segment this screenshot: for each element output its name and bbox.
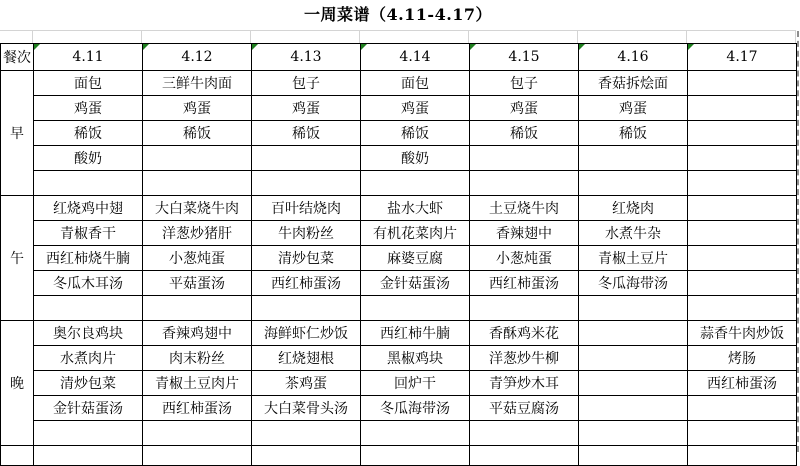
menu-cell[interactable]: 冬瓜海带汤: [579, 271, 688, 296]
empty-cell[interactable]: [360, 31, 469, 43]
spacer-gridline-row: [0, 30, 796, 43]
menu-cell[interactable]: 大白菜骨头汤: [252, 396, 361, 421]
menu-cell[interactable]: [688, 96, 797, 121]
menu-cell[interactable]: 水煮牛杂: [579, 221, 688, 246]
menu-cell[interactable]: [688, 71, 797, 96]
meal-label-cell[interactable]: 早: [1, 71, 34, 196]
menu-row: [1, 321, 797, 346]
menu-cell[interactable]: 金针菇蛋汤: [34, 396, 143, 421]
menu-cell[interactable]: 青椒土豆肉片: [143, 371, 252, 396]
menu-cell[interactable]: 有机花菜肉片: [361, 221, 470, 246]
menu-cell[interactable]: 稀饭: [470, 121, 579, 146]
menu-cell[interactable]: [34, 171, 143, 196]
menu-row: [1, 421, 797, 446]
menu-cell[interactable]: [579, 146, 688, 171]
menu-row: [1, 196, 797, 221]
menu-cell[interactable]: [688, 296, 797, 321]
menu-cell[interactable]: 冬瓜木耳汤: [34, 271, 143, 296]
partial-row: [1, 446, 797, 466]
menu-cell[interactable]: [252, 296, 361, 321]
empty-cell[interactable]: [0, 31, 33, 43]
menu-cell[interactable]: 三鲜牛肉面: [143, 71, 252, 96]
empty-cell[interactable]: [469, 31, 578, 43]
menu-cell[interactable]: 西红柿蛋汤: [143, 396, 252, 421]
menu-cell[interactable]: [688, 421, 797, 446]
day-header-cell[interactable]: 4.15: [470, 44, 579, 71]
menu-cell[interactable]: [688, 446, 797, 466]
meal-label-cell[interactable]: 晚: [1, 321, 34, 446]
menu-cell[interactable]: [579, 446, 688, 466]
menu-cell[interactable]: 肉末粉丝: [143, 346, 252, 371]
menu-cell[interactable]: [579, 346, 688, 371]
menu-cell[interactable]: 红烧鸡中翅: [34, 196, 143, 221]
table-header: [1, 44, 797, 71]
menu-row: [1, 371, 797, 396]
menu-cell[interactable]: 盐水大虾: [361, 196, 470, 221]
menu-cell[interactable]: [579, 421, 688, 446]
menu-cell[interactable]: 平菇豆腐汤: [470, 396, 579, 421]
menu-cell[interactable]: [470, 171, 579, 196]
menu-cell[interactable]: 面包: [34, 71, 143, 96]
menu-cell[interactable]: [252, 146, 361, 171]
menu-cell[interactable]: [361, 296, 470, 321]
menu-cell[interactable]: 西红柿蛋汤: [688, 371, 797, 396]
day-header-cell[interactable]: 4.13: [252, 44, 361, 71]
menu-row: [1, 121, 797, 146]
error-indicator-icon: [34, 44, 40, 50]
menu-cell[interactable]: [470, 421, 579, 446]
menu-cell[interactable]: 烤肠: [688, 346, 797, 371]
day-header-cell[interactable]: 4.12: [143, 44, 252, 71]
menu-cell[interactable]: [252, 171, 361, 196]
menu-cell[interactable]: [143, 446, 252, 466]
menu-cell[interactable]: 西红柿牛腩: [361, 321, 470, 346]
menu-row: [1, 96, 797, 121]
menu-cell[interactable]: 稀饭: [252, 121, 361, 146]
menu-cell[interactable]: 香辣翅中: [470, 221, 579, 246]
menu-cell[interactable]: 鸡蛋: [579, 96, 688, 121]
menu-cell[interactable]: 红烧肉: [579, 196, 688, 221]
menu-cell[interactable]: 稀饭: [34, 121, 143, 146]
menu-cell[interactable]: [579, 321, 688, 346]
menu-cell[interactable]: [470, 296, 579, 321]
menu-cell[interactable]: [34, 421, 143, 446]
menu-cell[interactable]: 稀饭: [579, 121, 688, 146]
menu-cell[interactable]: [579, 371, 688, 396]
page-break-indicator: [797, 31, 799, 452]
weekly-menu-table: [0, 43, 797, 466]
menu-cell[interactable]: 金针菇蛋汤: [361, 271, 470, 296]
menu-cell[interactable]: 酸奶: [361, 146, 470, 171]
corner-header-cell[interactable]: 餐次: [1, 44, 34, 71]
menu-cell[interactable]: 面包: [361, 71, 470, 96]
menu-cell[interactable]: 酸奶: [34, 146, 143, 171]
menu-row: [1, 146, 797, 171]
error-indicator-icon: [361, 44, 367, 50]
menu-cell[interactable]: 香酥鸡米花: [470, 321, 579, 346]
menu-cell[interactable]: [688, 196, 797, 221]
menu-cell[interactable]: 稀饭: [143, 121, 252, 146]
day-header-cell[interactable]: 4.16: [579, 44, 688, 71]
menu-cell[interactable]: 土豆烧牛肉: [470, 196, 579, 221]
page-title: 一周菜谱（4.11-4.17）: [303, 5, 493, 24]
menu-cell[interactable]: 大白菜烧牛肉: [143, 196, 252, 221]
menu-cell[interactable]: 牛肉粉丝: [252, 221, 361, 246]
menu-cell[interactable]: 香菇拆烩面: [579, 71, 688, 96]
menu-cell[interactable]: 清炒包菜: [252, 246, 361, 271]
day-header-cell[interactable]: 4.14: [361, 44, 470, 71]
menu-cell[interactable]: [252, 446, 361, 466]
menu-cell[interactable]: [361, 446, 470, 466]
menu-cell[interactable]: 海鲜虾仁炒饭: [252, 321, 361, 346]
empty-cell[interactable]: [33, 31, 142, 43]
empty-cell[interactable]: [578, 31, 687, 43]
menu-cell[interactable]: [34, 446, 143, 466]
menu-cell[interactable]: [252, 421, 361, 446]
menu-row: [1, 296, 797, 321]
menu-cell[interactable]: 回炉干: [361, 371, 470, 396]
menu-cell[interactable]: [34, 296, 143, 321]
menu-cell[interactable]: [579, 171, 688, 196]
day-header-cell[interactable]: 4.17: [688, 44, 797, 71]
menu-cell[interactable]: 平菇蛋汤: [143, 271, 252, 296]
menu-cell[interactable]: 包子: [252, 71, 361, 96]
menu-cell[interactable]: 西红柿烧牛腩: [34, 246, 143, 271]
menu-cell[interactable]: [688, 121, 797, 146]
menu-cell[interactable]: [688, 146, 797, 171]
error-indicator-icon: [688, 44, 694, 50]
menu-cell[interactable]: [361, 171, 470, 196]
menu-cell[interactable]: 洋葱炒牛柳: [470, 346, 579, 371]
menu-cell[interactable]: 西红柿蛋汤: [470, 271, 579, 296]
menu-row: [1, 221, 797, 246]
menu-cell[interactable]: [470, 146, 579, 171]
menu-cell[interactable]: 清炒包菜: [34, 371, 143, 396]
meal-label-cell[interactable]: [1, 446, 34, 466]
menu-cell[interactable]: 水煮肉片: [34, 346, 143, 371]
menu-cell[interactable]: [579, 296, 688, 321]
menu-cell[interactable]: 黑椒鸡块: [361, 346, 470, 371]
menu-cell[interactable]: 包子: [470, 71, 579, 96]
table-body: [1, 71, 797, 466]
menu-cell[interactable]: 鸡蛋: [252, 96, 361, 121]
menu-cell[interactable]: 蒜香牛肉炒饭: [688, 321, 797, 346]
menu-cell[interactable]: 小葱炖蛋: [143, 246, 252, 271]
menu-cell[interactable]: 青椒土豆片: [579, 246, 688, 271]
menu-cell[interactable]: [579, 396, 688, 421]
menu-cell[interactable]: 青椒香干: [34, 221, 143, 246]
menu-cell[interactable]: [361, 421, 470, 446]
menu-cell[interactable]: 红烧翅根: [252, 346, 361, 371]
menu-cell[interactable]: 稀饭: [361, 121, 470, 146]
menu-cell[interactable]: 奥尔良鸡块: [34, 321, 143, 346]
menu-cell[interactable]: [143, 296, 252, 321]
menu-cell[interactable]: [688, 221, 797, 246]
menu-cell[interactable]: 麻婆豆腐: [361, 246, 470, 271]
menu-cell[interactable]: 洋葱炒猪肝: [143, 221, 252, 246]
menu-row: [1, 271, 797, 296]
menu-cell[interactable]: 小葱炖蛋: [470, 246, 579, 271]
menu-cell[interactable]: [143, 421, 252, 446]
menu-cell[interactable]: 青笋炒木耳: [470, 371, 579, 396]
menu-cell[interactable]: 香辣鸡翅中: [143, 321, 252, 346]
header-row: [1, 44, 797, 71]
error-indicator-icon: [252, 44, 258, 50]
menu-row: [1, 71, 797, 96]
day-header-cell[interactable]: 4.11: [34, 44, 143, 71]
menu-cell[interactable]: 鸡蛋: [143, 96, 252, 121]
menu-cell[interactable]: [688, 396, 797, 421]
menu-cell[interactable]: [470, 446, 579, 466]
menu-row: [1, 246, 797, 271]
menu-cell[interactable]: [688, 246, 797, 271]
menu-cell[interactable]: 冬瓜海带汤: [361, 396, 470, 421]
menu-row: [1, 396, 797, 421]
menu-cell[interactable]: [143, 146, 252, 171]
menu-cell[interactable]: [143, 171, 252, 196]
error-indicator-icon: [470, 44, 476, 50]
menu-cell[interactable]: 百叶结烧肉: [252, 196, 361, 221]
menu-cell[interactable]: 西红柿蛋汤: [252, 271, 361, 296]
error-indicator-icon: [143, 44, 149, 50]
error-indicator-icon: [579, 44, 585, 50]
menu-cell[interactable]: 鸡蛋: [361, 96, 470, 121]
menu-cell[interactable]: 鸡蛋: [470, 96, 579, 121]
menu-cell[interactable]: [688, 271, 797, 296]
meal-label-cell[interactable]: 午: [1, 196, 34, 321]
menu-cell[interactable]: 鸡蛋: [34, 96, 143, 121]
empty-cell[interactable]: [687, 31, 796, 43]
empty-cell[interactable]: [251, 31, 360, 43]
menu-row: [1, 346, 797, 371]
menu-cell[interactable]: 茶鸡蛋: [252, 371, 361, 396]
menu-cell[interactable]: [688, 171, 797, 196]
menu-row: [1, 171, 797, 196]
empty-cell[interactable]: [142, 31, 251, 43]
